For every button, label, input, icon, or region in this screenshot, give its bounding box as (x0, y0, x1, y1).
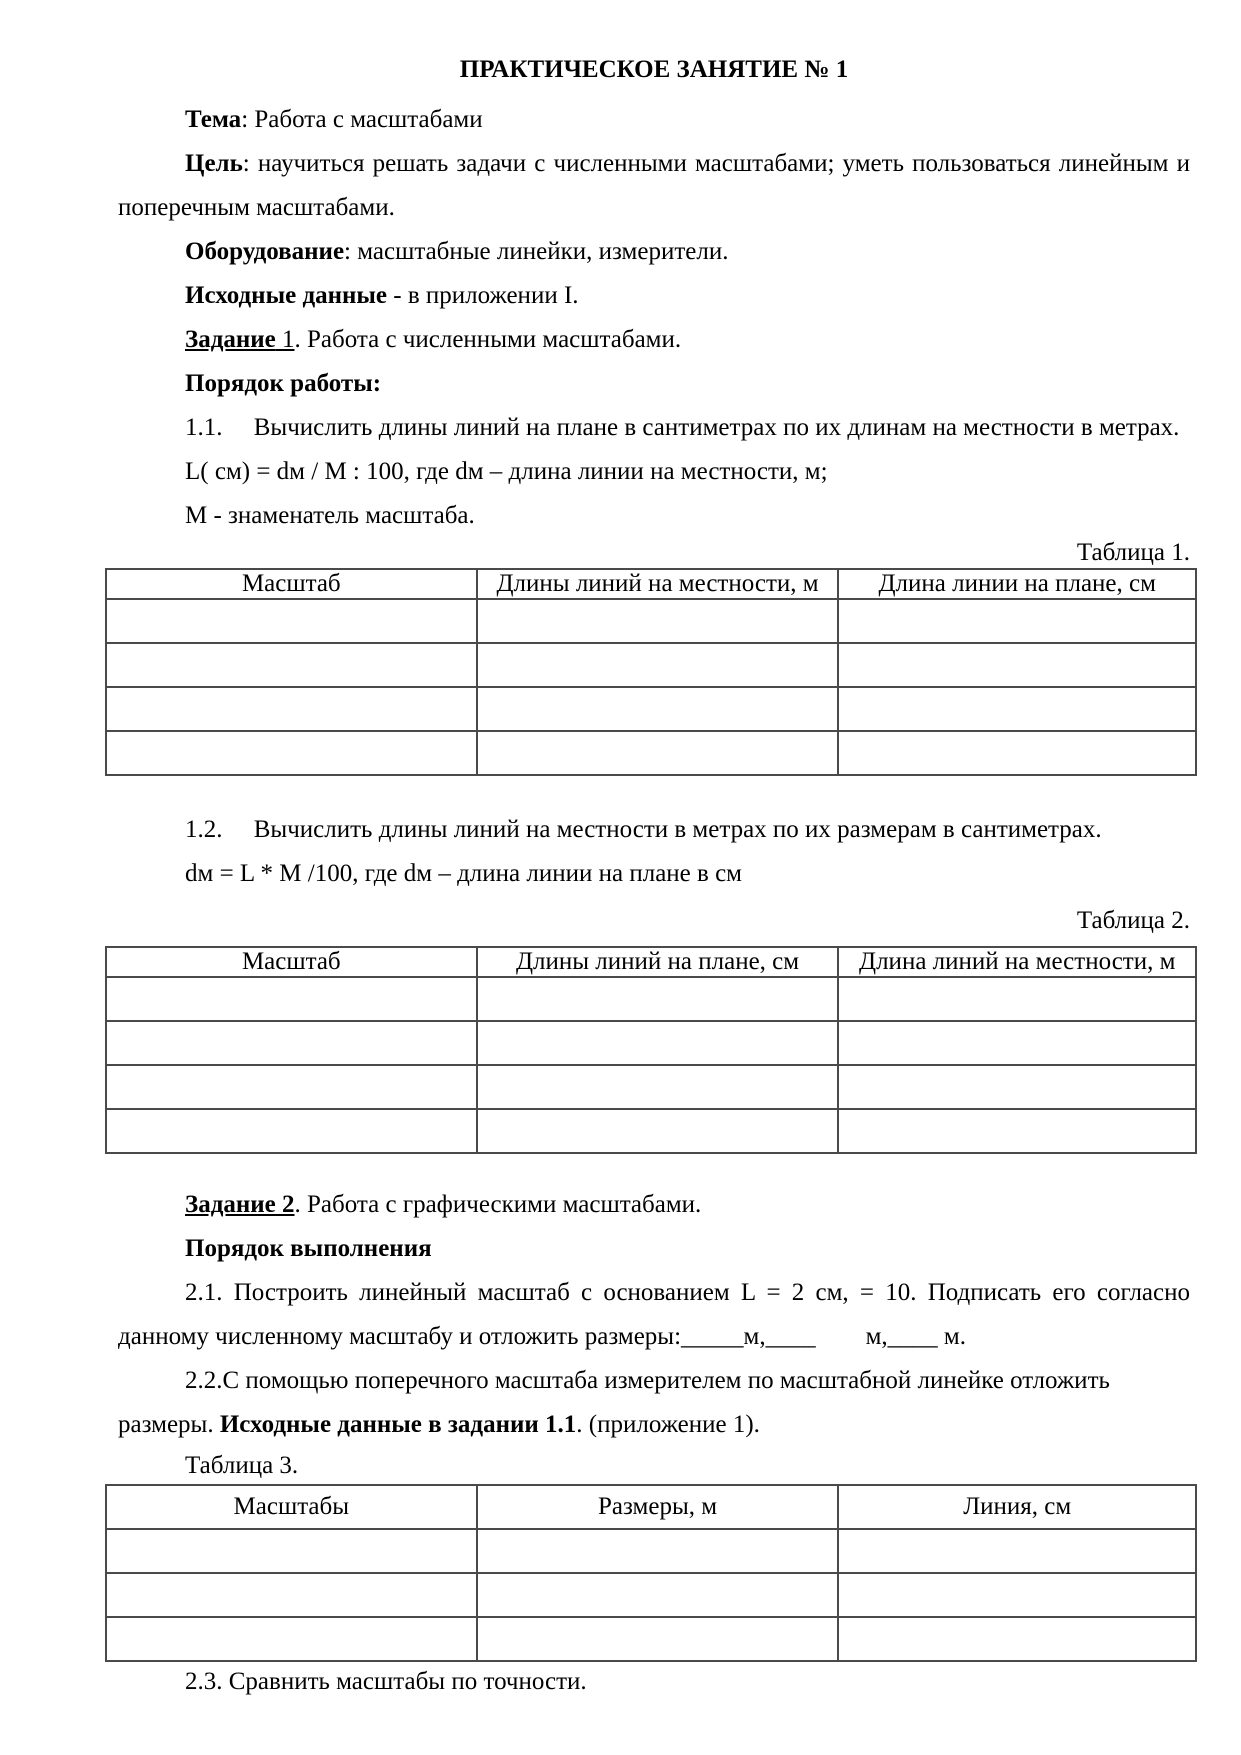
table-3-header-row (106, 1485, 1196, 1529)
empty-cell (477, 977, 839, 1021)
empty-cell (477, 643, 839, 687)
source-data-text: - в приложении I. (387, 282, 579, 309)
empty-cell (106, 687, 477, 731)
formula-1b: М - знаменатель масштаба. (185, 502, 475, 529)
table-2-empty-row (106, 977, 1196, 1021)
empty-cell (106, 731, 477, 775)
item-2-1-line2: данному численному масштабу и отложить размеры:_____м,____ м,____ м. (118, 1323, 966, 1350)
equipment-label: Оборудование (185, 238, 345, 265)
empty-cell (838, 1529, 1196, 1573)
empty-cell (838, 643, 1196, 687)
table-1-empty-row (106, 643, 1196, 687)
tsel-label: Цель (185, 150, 243, 177)
empty-cell (106, 1573, 477, 1617)
empty-cell (838, 599, 1196, 643)
formula-2: dм = L * М /100, где dм – длина линии на плане в см (185, 860, 742, 887)
empty-cell (477, 599, 839, 643)
empty-cell (477, 1617, 839, 1661)
empty-cell (477, 731, 839, 775)
table-1-empty-row (106, 731, 1196, 775)
empty-cell (106, 1109, 477, 1153)
paragraph-tsel-line2: поперечным масштабами. (118, 194, 395, 221)
empty-cell (477, 1573, 839, 1617)
empty-cell (838, 687, 1196, 731)
table-2-header-ground-length: Длина линий на местности, м (838, 947, 1196, 977)
table-1-header-row (106, 569, 1196, 599)
item-1-1: 1.1. Вычислить длины линий на плане в сантиметрах по их длинам на местности в метрах. (185, 414, 1180, 441)
empty-cell (477, 1021, 839, 1065)
item-1-2: 1.2. Вычислить длины линий на местности в метрах по их размерам в сантиметрах. (185, 816, 1102, 843)
empty-cell (838, 731, 1196, 775)
item-2-2-text-bold: Исходные данные в задании 1.1 (219, 1411, 577, 1438)
empty-cell (838, 1109, 1196, 1153)
paragraph-tema (118, 98, 1190, 142)
tsel-text: : научиться решать задачи с численными масштабами; уметь пользоваться линейным и (242, 150, 1190, 177)
task1-order-heading: Порядок работы: (185, 370, 382, 397)
empty-cell (106, 599, 477, 643)
table-2 (105, 946, 1197, 1154)
empty-cell (838, 1065, 1196, 1109)
table-3-empty-row (106, 1617, 1196, 1661)
empty-cell (106, 1065, 477, 1109)
tema-label: Тема (185, 106, 242, 133)
task1-heading-number: 1 (275, 326, 295, 353)
table-3-empty-row (106, 1573, 1196, 1617)
table-3-empty-row (106, 1529, 1196, 1573)
task2-heading (118, 1183, 1190, 1227)
empty-cell (477, 1065, 839, 1109)
item-2-2-text-start: размеры. (118, 1411, 220, 1438)
table-1-header-plan-length: Длина линии на плане, см (838, 569, 1196, 599)
empty-cell (106, 1617, 477, 1661)
task2-heading-text: . Работа с графическими масштабами. (294, 1191, 702, 1218)
item-2-2-text-end: . (приложение 1). (576, 1411, 760, 1438)
table-1-header-ground-lengths: Длины линий на местности, м (477, 569, 839, 599)
task1-heading (118, 318, 1190, 362)
table-2-empty-row (106, 1109, 1196, 1153)
table-1-empty-row (106, 687, 1196, 731)
table-2-header-plan-lengths: Длины линий на плане, см (477, 947, 839, 977)
item-2-3: 2.3. Сравнить масштабы по точности. (185, 1668, 587, 1695)
table-3 (105, 1484, 1197, 1662)
task2-heading-word: Задание 2 (185, 1191, 295, 1218)
paragraph-tsel-line1 (118, 142, 1190, 186)
table-2-header-row (106, 947, 1196, 977)
table-2-header-scale: Масштаб (106, 947, 477, 977)
empty-cell (838, 1021, 1196, 1065)
source-data-label: Исходные данные (185, 282, 388, 309)
empty-cell (838, 1573, 1196, 1617)
empty-cell (838, 977, 1196, 1021)
table-1 (105, 568, 1197, 776)
paragraph-source-data (118, 274, 1190, 318)
empty-cell (477, 1109, 839, 1153)
tema-text: : Работа с масштабами (241, 106, 483, 133)
empty-cell (106, 977, 477, 1021)
item-2-2-line2 (118, 1403, 1190, 1447)
table-3-header-line: Линия, см (838, 1485, 1196, 1529)
empty-cell (106, 1529, 477, 1573)
table-3-header-scales: Масштабы (106, 1485, 477, 1529)
empty-cell (106, 1021, 477, 1065)
formula-1: L( см) = dм / М : 100, где dм – длина линии на местности, м; (185, 458, 828, 485)
empty-cell (477, 1529, 839, 1573)
empty-cell (477, 687, 839, 731)
table-3-header-sizes: Размеры, м (477, 1485, 839, 1529)
table3-caption: Таблица 3. (185, 1452, 299, 1479)
task2-order-heading: Порядок выполнения (185, 1235, 432, 1262)
equipment-text: : масштабные линейки, измерители. (344, 238, 729, 265)
empty-cell (838, 1617, 1196, 1661)
item-2-1-line1: 2.1. Построить линейный масштаб с основанием L = 2 см, = 10. Подписать его согласно (185, 1279, 1190, 1306)
empty-cell (106, 643, 477, 687)
item-2-2-line1: 2.2.С помощью поперечного масштаба измерителем по масштабной линейке отложить (185, 1367, 1110, 1394)
table-2-empty-row (106, 1021, 1196, 1065)
task1-heading-word: Задание (185, 326, 276, 353)
task1-heading-text: . Работа с численными масштабами. (294, 326, 682, 353)
table-1-header-scale: Масштаб (106, 569, 477, 599)
document-title: ПРАКТИЧЕСКОЕ ЗАНЯТИЕ № 1 (459, 56, 849, 83)
table1-caption: Таблица 1. (1076, 539, 1190, 566)
table2-caption: Таблица 2. (1076, 907, 1190, 934)
table-2-empty-row (106, 1065, 1196, 1109)
table-1-empty-row (106, 599, 1196, 643)
paragraph-equipment (118, 230, 1190, 274)
